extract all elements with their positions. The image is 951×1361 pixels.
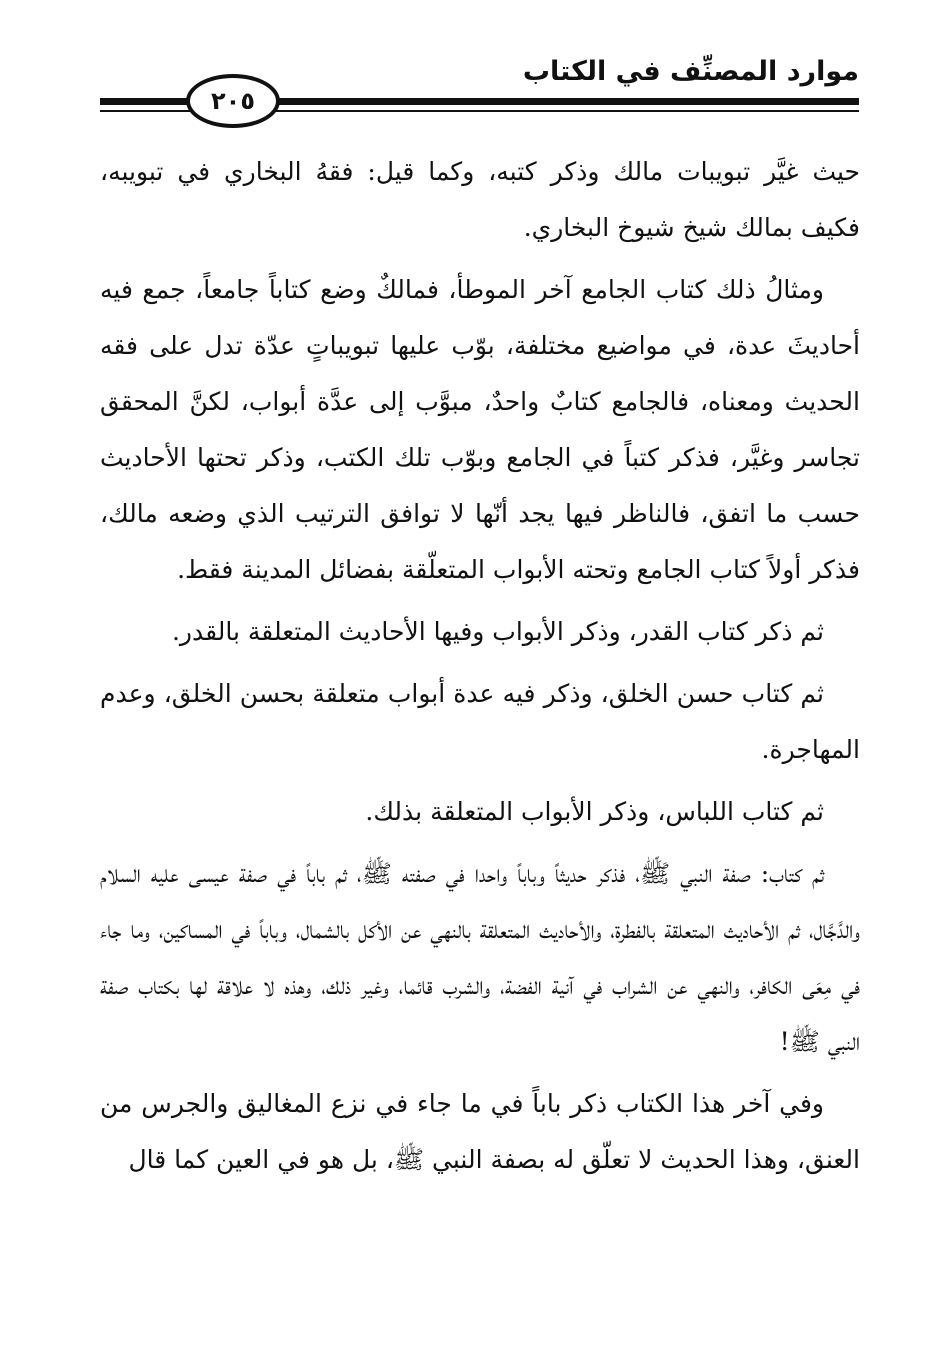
page-number: ٢٠٥: [211, 87, 255, 115]
paragraph-4: ثم كتاب حسن الخلق، وذكر فيه عدة أبواب متعلقة بحسن الخلق، وعدم المهاجرة.: [100, 679, 860, 764]
page-number-oval: [186, 74, 280, 128]
paragraph-6: ثم كتاب: صفة النبي ﷺ، فذكر حديثاً وباباً واحدا في صفته ﷺ، ثم باباً في صفة عيسى عليه السلام والدَّجَّال، ثم الأحاديث المتعلقة بالفطرة، والأحاديث المتعلقة بالنهي عن الأكل بالشمال، وباباً في المساكين، وما جاء في مِعَى الكافر، والنهي عن الشراب في آنية الفضة، والشرب قائما، وغير ذلك، وهذه لا علاقة لها بكتاب صفة النبي ﷺ!: [100, 859, 860, 1056]
running-header-title: موارد المصنِّف في الكتاب: [522, 56, 859, 87]
paragraph-5: ثم كتاب اللباس، وذكر الأبواب المتعلقة بذلك.: [365, 797, 824, 826]
paragraph-1: حيث غيَّر تبويبات مالك وذكر كتبه، وكما قيل: فقهُ البخاري في تبويبه، فكيف بمالك شيخ شيوخ البخاري.: [100, 157, 860, 242]
paragraph-3: ثم ذكر كتاب القدر، وذكر الأبواب وفيها الأحاديث المتعلقة بالقدر.: [171, 617, 824, 646]
body-text: [100, 144, 860, 1194]
paragraph-7: وفي آخر هذا الكتاب ذكر باباً في ما جاء في نزع المغاليق والجرس من العنق، وهذا الحديث لا تعلّق له بصفة النبي ﷺ، بل هو في العين كما قال: [100, 1089, 860, 1174]
paragraph-2: ومثالُ ذلك كتاب الجامع آخر الموطأ، فمالكٌ وضع كتاباً جامعاً، جمع فيه أحاديثَ عدة، في مواضيع مختلفة، بوّب عليها تبويباتٍ عدّة تدل على فقه الحديث ومعناه، فالجامع كتابٌ واحدٌ، مبوَّب إلى عدَّة أبواب، لكنَّ المحقق تجاسر وغيَّر، فذكر كتباً في الجامع وبوّب تلك الكتب، وذكر تحتها الأحاديث حسب ما اتفق، فالناظر فيها يجد أنّها لا توافق الترتيب الذي وضعه مالك، فذكر أولاً كتاب الجامع وتحته الأبواب المتعلّقة بفضائل المدينة فقط.: [100, 275, 860, 584]
